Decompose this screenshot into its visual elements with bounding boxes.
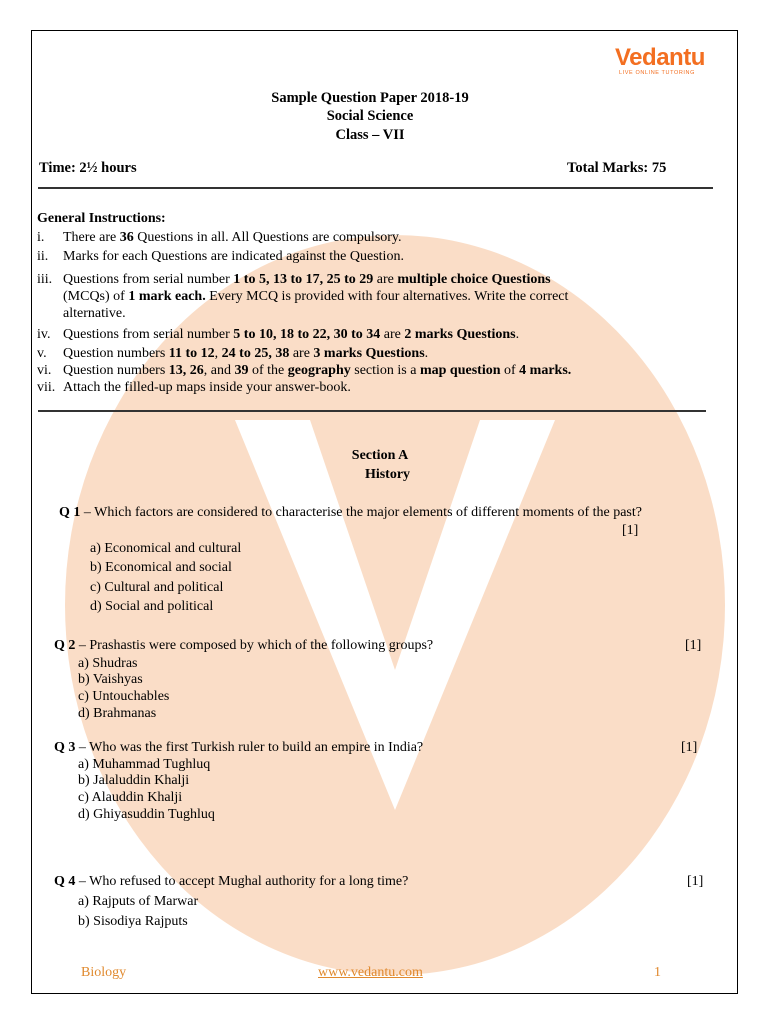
answer-option: c) Cultural and political — [90, 580, 224, 595]
answer-option: c) Alauddin Khalji — [78, 790, 183, 805]
instruction-segment: Attach the filled-up maps inside your answer-book. — [63, 380, 351, 395]
instruction-number: v. — [37, 346, 47, 361]
answer-option: b) Jalaluddin Khalji — [78, 773, 190, 788]
answer-option: c) Untouchables — [78, 689, 170, 704]
instruction-emphasis: 13, 26 — [168, 363, 204, 378]
question-prompt: – Prashastis were composed by which of the following groups? — [75, 638, 434, 653]
instruction-emphasis: 3 marks Questions — [313, 346, 425, 361]
instruction-segment: Question numbers — [63, 346, 169, 361]
instruction-number: iii. — [37, 272, 53, 287]
footer-subject: Biology — [81, 965, 127, 980]
instruction-emphasis: 24 to 25, 38 — [221, 346, 290, 361]
instruction-segment: Questions from serial number — [63, 327, 234, 342]
question-prompt: – Which factors are considered to characterise the major elements of different moments of the past? — [80, 505, 642, 520]
instruction-segment: alternative. — [63, 306, 126, 321]
instruction-segment: are — [373, 272, 398, 287]
instruction-emphasis: multiple choice Questions — [397, 272, 551, 287]
section-title: Section A — [351, 448, 409, 463]
answer-option: a) Rajputs of Marwar — [78, 894, 199, 909]
time-allowed: Time: 2½ hours — [39, 160, 137, 176]
instruction-segment: Question numbers — [63, 363, 169, 378]
vedantu-logo — [615, 44, 705, 76]
paper-subject: Social Science — [326, 108, 414, 124]
instruction-segment: of the — [248, 363, 288, 378]
instructions-divider — [38, 410, 706, 412]
instruction-segment: are — [380, 327, 405, 342]
logo-tagline: LIVE ONLINE TUTORING — [619, 70, 695, 76]
instruction-emphasis: map question — [419, 363, 501, 378]
instruction-segment: , and — [203, 363, 235, 378]
question-label: Q 4 — [54, 874, 76, 889]
logo-brand: Vedantu — [615, 44, 705, 71]
footer-website-link[interactable]: www.vedantu.com — [318, 965, 423, 980]
instruction-segment: Questions from serial number — [63, 272, 234, 287]
instruction-emphasis: 1 mark each. — [128, 289, 206, 304]
question-marks: [1] — [681, 740, 698, 755]
instruction-text — [63, 305, 126, 322]
instruction-text — [63, 288, 568, 305]
total-marks: Total Marks: 75 — [567, 160, 667, 176]
answer-option: d) Ghiyasuddin Tughluq — [78, 807, 215, 822]
answer-option: a) Economical and cultural — [90, 541, 242, 556]
question-text — [54, 637, 433, 654]
instruction-text — [63, 379, 351, 396]
instruction-emphasis: 5 to 10, 18 to 22, 30 to 34 — [233, 327, 381, 342]
instructions-heading: General Instructions: — [37, 211, 166, 226]
instruction-emphasis: 1 to 5, 13 to 17, 25 to 29 — [233, 272, 374, 287]
answer-option: a) Muhammad Tughluq — [78, 757, 211, 772]
answer-option: d) Brahmanas — [78, 706, 157, 721]
instruction-emphasis: 36 — [119, 230, 134, 245]
instruction-emphasis: 2 marks Questions — [404, 327, 516, 342]
instruction-segment: Questions in all. All Questions are compulsory. — [133, 230, 402, 245]
question-prompt: – Who refused to accept Mughal authority for a long time? — [75, 874, 409, 889]
answer-option: b) Vaishyas — [78, 672, 143, 687]
question-text — [54, 873, 408, 890]
answer-option: b) Sisodiya Rajputs — [78, 914, 188, 929]
instruction-segment: Every MCQ is provided with four alternatives. Write the correct — [205, 289, 569, 304]
instruction-number: vii. — [37, 380, 56, 395]
header-divider — [38, 187, 713, 189]
instruction-emphasis: 11 to 12 — [168, 346, 215, 361]
page-number: 1 — [654, 965, 661, 980]
instruction-segment: There are — [63, 230, 120, 245]
paper-title: Sample Question Paper 2018-19 — [271, 90, 469, 106]
question-prompt: – Who was the first Turkish ruler to build an empire in India? — [75, 740, 424, 755]
question-marks: [1] — [687, 874, 704, 889]
question-label: Q 2 — [54, 638, 76, 653]
instruction-text — [63, 271, 551, 288]
instruction-number: i. — [37, 230, 45, 245]
instruction-segment: , — [214, 346, 222, 361]
instruction-number: ii. — [37, 249, 49, 264]
section-subtitle: History — [364, 467, 411, 482]
instruction-segment: . — [515, 327, 520, 342]
instruction-number: vi. — [37, 363, 52, 378]
instruction-segment: (MCQs) of — [63, 289, 129, 304]
instruction-emphasis: 4 marks. — [519, 363, 572, 378]
instruction-segment: section is a — [350, 363, 420, 378]
question-marks: [1] — [685, 638, 702, 653]
question-text — [54, 739, 423, 756]
instruction-text — [63, 362, 571, 379]
instruction-segment: of — [500, 363, 520, 378]
instruction-number: iv. — [37, 327, 51, 342]
instruction-segment: are — [289, 346, 314, 361]
instruction-text — [63, 229, 402, 246]
question-text — [59, 504, 642, 521]
instruction-text — [63, 326, 519, 343]
instruction-segment: . — [424, 346, 429, 361]
instruction-segment: Marks for each Questions are indicated against the Question. — [63, 249, 404, 264]
paper-class: Class – VII — [335, 127, 405, 143]
question-label: Q 3 — [54, 740, 76, 755]
answer-option: a) Shudras — [78, 656, 138, 671]
answer-option: b) Economical and social — [90, 560, 232, 575]
instruction-emphasis: geography — [287, 363, 351, 378]
question-label: Q 1 — [59, 505, 81, 520]
instruction-text — [63, 248, 404, 265]
instruction-text — [63, 345, 428, 362]
answer-option: d) Social and political — [90, 599, 214, 614]
instruction-emphasis: 39 — [234, 363, 249, 378]
question-marks: [1] — [622, 523, 639, 538]
